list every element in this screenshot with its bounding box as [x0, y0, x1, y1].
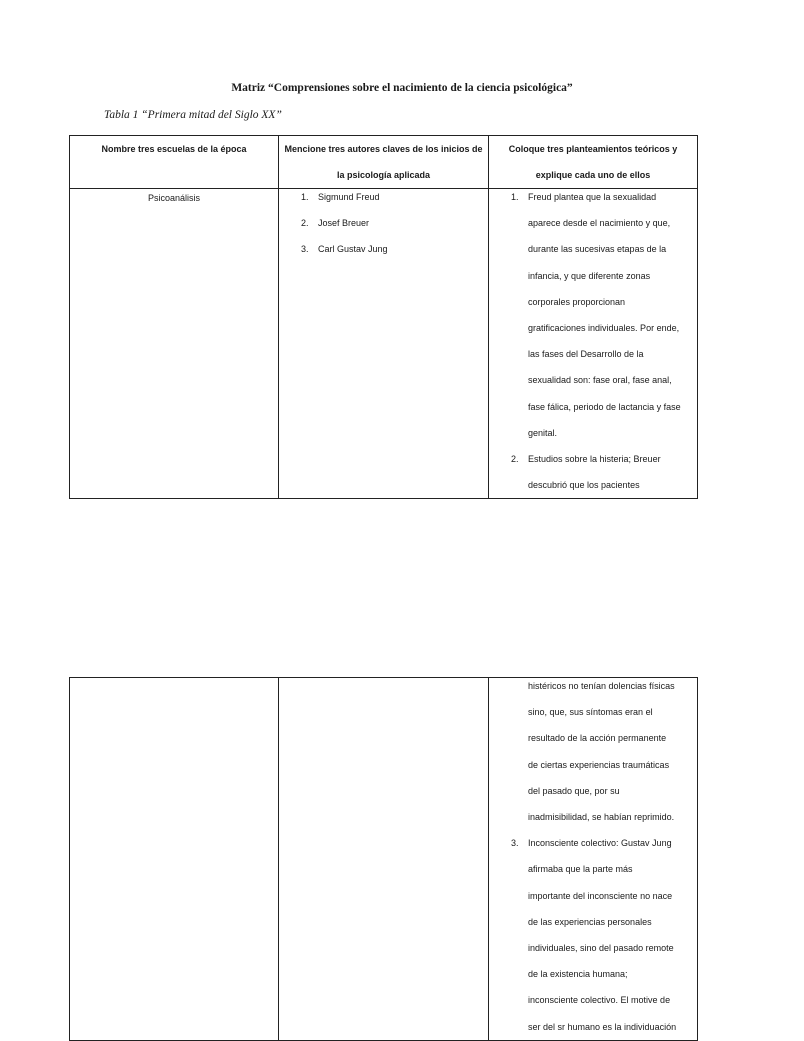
- continued-text: [489, 673, 697, 830]
- table-row: [70, 189, 698, 499]
- text-line: individuales, sino del pasado remote: [528, 943, 674, 954]
- text-line: Inconsciente colectivo: Gustav Jung: [528, 838, 672, 849]
- school-cell: [70, 189, 279, 499]
- list-item: 2. Josef Breuer: [301, 218, 370, 229]
- theories-list: [489, 184, 697, 498]
- text-line: histéricos no tenían dolencias físicas: [528, 681, 675, 691]
- text-line: sexualidad son: fase oral, fase anal,: [528, 375, 672, 386]
- theories-list-continued: [489, 673, 697, 1040]
- list-number: 2.: [511, 454, 519, 465]
- theories-cell: [489, 189, 698, 499]
- text-line: inconsciente colectivo. El motive de: [528, 995, 671, 1006]
- text-line: infancia, y que diferente zonas: [528, 270, 651, 281]
- text-line: afirmaba que la parte más: [528, 864, 633, 875]
- list-number: 1.: [511, 192, 519, 202]
- school-name: Psicoanálisis: [147, 193, 201, 203]
- text-line: gratificaciones individuales. Por ende,: [528, 323, 680, 334]
- school-cell-empty: [70, 678, 279, 1041]
- header-authors: Mencione tres autores claves de los inicios de la psicología aplicada: [279, 136, 489, 189]
- text-line: de la existencia humana;: [528, 969, 628, 980]
- list-item: [489, 446, 697, 498]
- text-line: fase fálica, periodo de lactancia y fase: [528, 401, 681, 412]
- table-row: [70, 678, 698, 1041]
- document-title: Matriz “Comprensiones sobre el nacimiento de la ciencia psicológica”: [231, 82, 573, 94]
- text-line: Estudios sobre la histeria; Breuer: [528, 454, 661, 465]
- matrix-table: [69, 135, 698, 499]
- theories-cell-continued: [489, 678, 698, 1041]
- authors-list: [279, 184, 488, 263]
- text-line: genital.: [528, 427, 558, 438]
- text-line: aparece desde el nacimiento y que,: [528, 218, 671, 229]
- list-item: [489, 830, 697, 1040]
- list-item: 1. Sigmund Freud: [301, 192, 380, 202]
- list-number: 3.: [511, 838, 519, 849]
- matrix-table-continued: [69, 677, 698, 1041]
- table-header-row: [70, 136, 698, 189]
- text-line: corporales proporcionan: [528, 296, 626, 307]
- text-line: las fases del Desarrollo de la: [528, 349, 644, 360]
- text-line: de las experiencias personales: [528, 916, 652, 927]
- text-line: de ciertas experiencias traumáticas: [528, 759, 670, 770]
- authors-cell: [279, 189, 489, 499]
- text-line: del pasado que, por su: [528, 785, 620, 796]
- text-line: inadmisibilidad, se habían reprimido.: [528, 812, 675, 823]
- text-line: importante del inconsciente no nace: [528, 890, 673, 901]
- text-line: durante las sucesivas etapas de la: [528, 244, 667, 255]
- authors-cell-empty: [279, 678, 489, 1041]
- text-line: Freud plantea que la sexualidad: [528, 192, 657, 202]
- header-theories: Coloque tres planteamientos teóricos y explique cada uno de ellos: [489, 136, 698, 189]
- text-line: sino, que, sus síntomas eran el: [528, 707, 653, 718]
- list-item: 3. Carl Gustav Jung: [301, 244, 388, 255]
- text-line: descubrió que los pacientes: [528, 480, 640, 491]
- header-schools: Nombre tres escuelas de la época: [70, 136, 279, 189]
- text-line: ser del sr humano es la individuación: [528, 1021, 677, 1032]
- list-item: [489, 184, 697, 446]
- table-caption: Tabla 1 “Primera mitad del Siglo XX”: [104, 109, 282, 121]
- text-line: resultado de la acción permanente: [528, 733, 667, 744]
